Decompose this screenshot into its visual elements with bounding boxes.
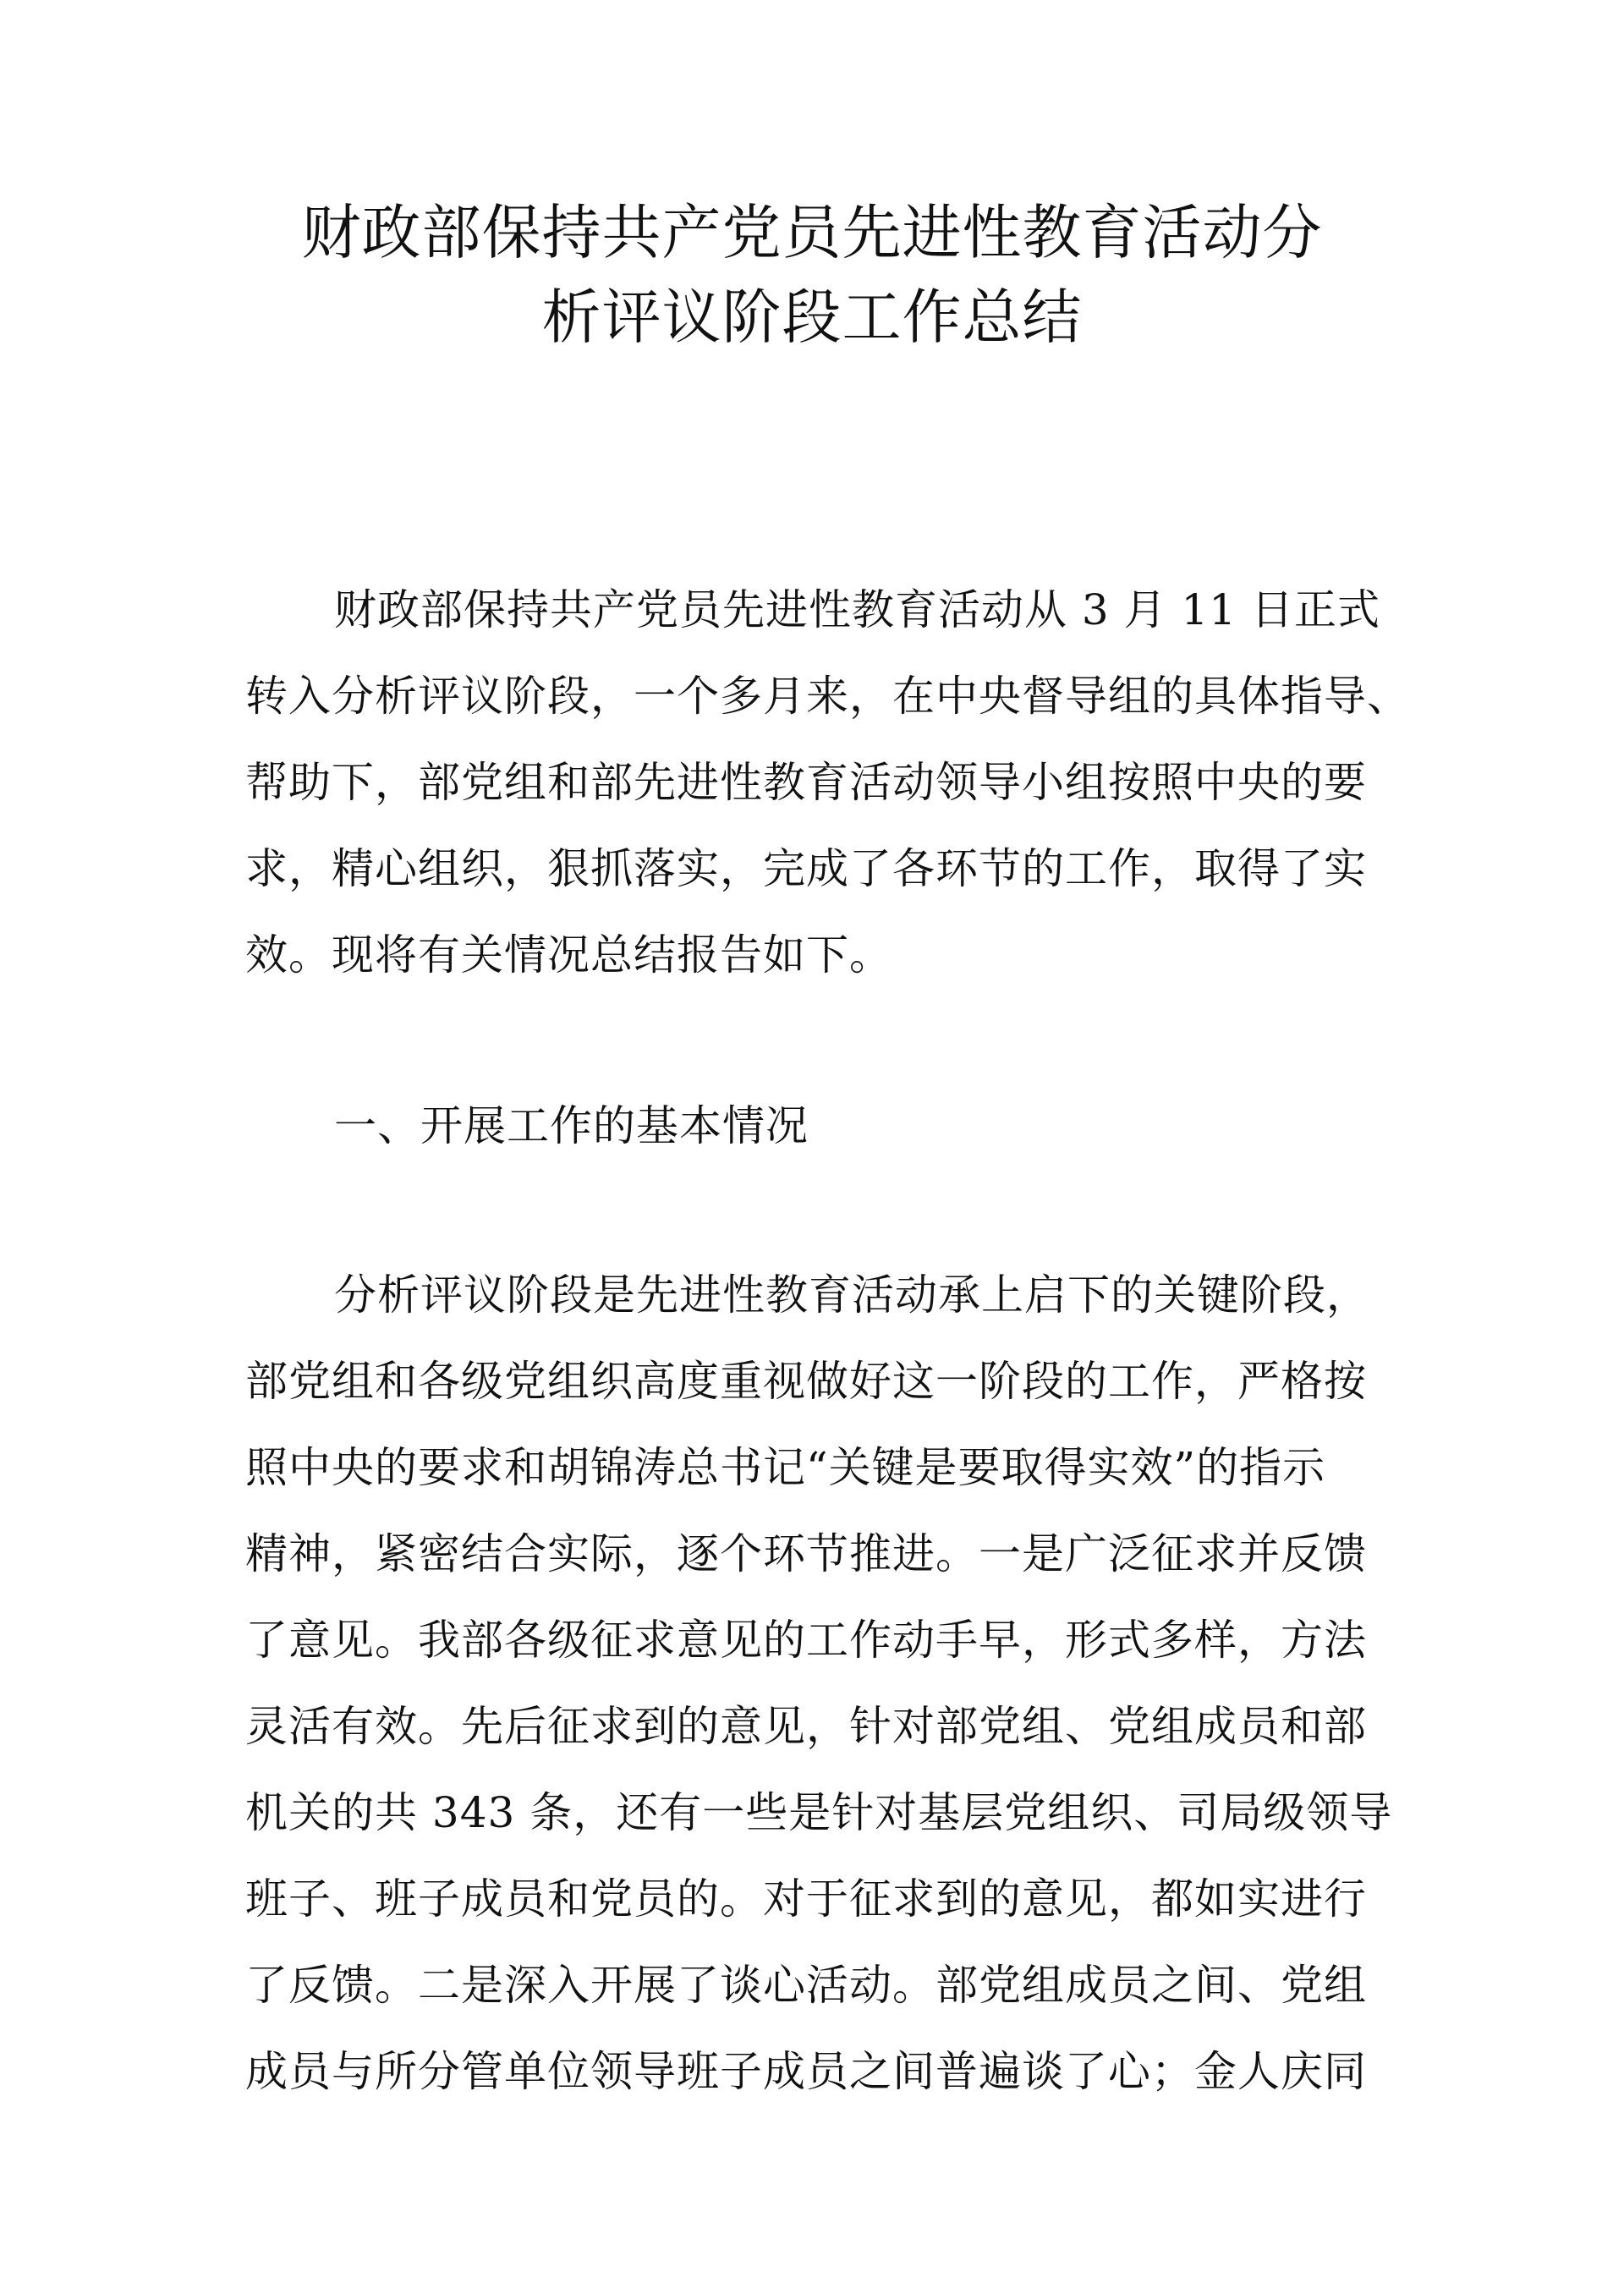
paragraph-line: 机关的共 343 条，还有一些是针对基层党组织、司局级领导 xyxy=(245,1788,1393,1837)
paragraph-line: 班子、班子成员和党员的。对于征求到的意见，都如实进行 xyxy=(245,1874,1367,1924)
document-title xyxy=(237,190,1387,359)
title-line-1: 财政部保持共产党员先进性教育活动分 xyxy=(301,198,1323,267)
paragraph-line: 了意见。我部各级征求意见的工作动手早，形式多样，方法 xyxy=(245,1616,1367,1665)
paragraph-line: 分析评议阶段是先进性教育活动承上启下的关键阶段， xyxy=(334,1270,1369,1320)
paragraph-line: 照中央的要求和胡锦涛总书记“关键是要取得实效”的指示 xyxy=(245,1443,1326,1492)
paragraph-line: 转入分析评议阶段，一个多月来，在中央督导组的具体指导、 xyxy=(245,672,1410,721)
paragraph-line: 财政部保持共产党员先进性教育活动从 3 月 11 日正式 xyxy=(334,585,1381,634)
paragraph-line: 效。现将有关情况总结报告如下。 xyxy=(245,930,892,980)
paragraph-line: 精神，紧密结合实际，逐个环节推进。一是广泛征求并反馈 xyxy=(245,1529,1367,1578)
section-heading-text: 一、开展工作的基本情况 xyxy=(334,1101,809,1150)
section-heading xyxy=(245,1083,1379,1169)
paragraph-line: 部党组和各级党组织高度重视做好这一阶段的工作，严格按 xyxy=(245,1357,1367,1406)
paragraph-line: 成员与所分管单位领导班子成员之间普遍谈了心；金人庆同 xyxy=(245,2047,1367,2096)
paragraph-line: 求，精心组织，狠抓落实，完成了各环节的工作，取得了实 xyxy=(245,844,1367,893)
paragraph-line: 了反馈。二是深入开展了谈心活动。部党组成员之间、党组 xyxy=(245,1961,1367,2010)
paragraph-line: 灵活有效。先后征求到的意见，针对部党组、党组成员和部 xyxy=(245,1702,1367,1751)
basic-situation-paragraph xyxy=(245,1252,1393,2115)
title-line-2: 析评议阶段工作总结 xyxy=(541,283,1083,352)
paragraph-line: 帮助下，部党组和部先进性教育活动领导小组按照中央的要 xyxy=(245,758,1367,807)
intro-paragraph xyxy=(245,567,1410,998)
